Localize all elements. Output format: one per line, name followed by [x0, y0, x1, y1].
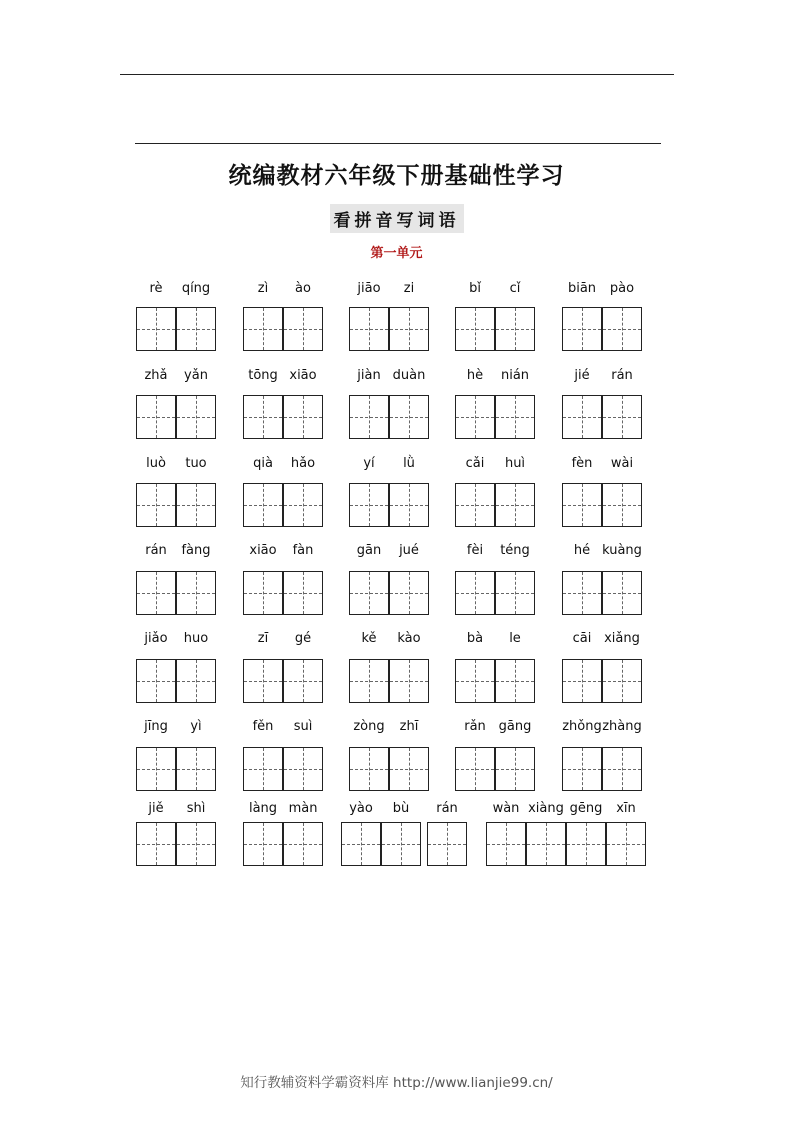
- writing-box[interactable]: [562, 307, 602, 351]
- writing-box[interactable]: [243, 395, 283, 439]
- writing-box[interactable]: [602, 483, 642, 527]
- pinyin-label: duàn: [392, 368, 426, 383]
- pinyin-label: zhǒng: [562, 719, 602, 734]
- writing-box[interactable]: [562, 659, 602, 703]
- pinyin-label: fěn: [252, 719, 274, 734]
- pinyin-label: zhī: [399, 719, 419, 734]
- writing-box[interactable]: [455, 395, 495, 439]
- writing-box[interactable]: [602, 395, 642, 439]
- writing-box[interactable]: [562, 747, 602, 791]
- writing-box[interactable]: [176, 395, 216, 439]
- pinyin-label: gāng: [498, 719, 532, 734]
- writing-box[interactable]: [566, 822, 606, 866]
- writing-box[interactable]: [136, 395, 176, 439]
- writing-box[interactable]: [283, 483, 323, 527]
- pinyin-label: xiàng: [528, 801, 564, 816]
- writing-box[interactable]: [562, 571, 602, 615]
- pinyin-label: lǜ: [403, 456, 415, 471]
- pinyin-label: làng: [248, 801, 278, 816]
- pinyin-label: wài: [610, 456, 634, 471]
- writing-box[interactable]: [136, 822, 176, 866]
- writing-box[interactable]: [136, 747, 176, 791]
- pinyin-label: cāi: [572, 631, 592, 646]
- writing-box[interactable]: [243, 483, 283, 527]
- writing-box[interactable]: [455, 307, 495, 351]
- pinyin-label: biān: [567, 281, 597, 296]
- pinyin-label: ào: [295, 281, 311, 296]
- pinyin-label: fèn: [571, 456, 593, 471]
- pinyin-label: zì: [257, 281, 269, 296]
- pinyin-label: zòng: [353, 719, 385, 734]
- subtitle-wrap: [0, 204, 793, 233]
- pinyin-label: yào: [349, 801, 373, 816]
- writing-box[interactable]: [176, 571, 216, 615]
- pinyin-label: yì: [190, 719, 202, 734]
- writing-box[interactable]: [243, 659, 283, 703]
- pinyin-label: le: [509, 631, 521, 646]
- writing-box[interactable]: [283, 571, 323, 615]
- pinyin-label: fèi: [466, 543, 484, 558]
- pinyin-label: zī: [257, 631, 269, 646]
- writing-box[interactable]: [349, 659, 389, 703]
- pinyin-label: bù: [392, 801, 410, 816]
- writing-box[interactable]: [389, 747, 429, 791]
- writing-box[interactable]: [243, 822, 283, 866]
- writing-box[interactable]: [349, 747, 389, 791]
- writing-box[interactable]: [176, 307, 216, 351]
- pinyin-label: rè: [149, 281, 163, 296]
- pinyin-label: zhàng: [602, 719, 642, 734]
- writing-box[interactable]: [349, 307, 389, 351]
- writing-box[interactable]: [381, 822, 421, 866]
- writing-box[interactable]: [176, 483, 216, 527]
- pinyin-label: cǎi: [465, 456, 485, 471]
- unit-heading: 第一单元: [370, 246, 423, 261]
- pinyin-label: jiě: [148, 801, 164, 816]
- pinyin-label: qià: [253, 456, 273, 471]
- writing-box[interactable]: [495, 571, 535, 615]
- title-rule: [135, 143, 661, 144]
- pinyin-label: hè: [466, 368, 484, 383]
- pinyin-label: hé: [573, 543, 591, 558]
- pinyin-label: bǐ: [469, 281, 481, 296]
- pinyin-label: jiāo: [357, 281, 381, 296]
- footer-watermark: 知行教辅资料学霸资料库 http://www.lianjie99.cn/: [240, 1075, 553, 1091]
- pinyin-label: kě: [361, 631, 377, 646]
- writing-box[interactable]: [455, 747, 495, 791]
- writing-box[interactable]: [602, 659, 642, 703]
- section-subtitle: 看拼音写词语: [330, 204, 464, 233]
- writing-box[interactable]: [283, 307, 323, 351]
- pinyin-label: rán: [145, 543, 167, 558]
- pinyin-label: luò: [146, 456, 166, 471]
- pinyin-label: huo: [183, 631, 209, 646]
- writing-box[interactable]: [389, 307, 429, 351]
- pinyin-label: kuàng: [602, 543, 642, 558]
- writing-box[interactable]: [495, 307, 535, 351]
- writing-box[interactable]: [455, 659, 495, 703]
- writing-box[interactable]: [136, 307, 176, 351]
- pinyin-label: fàng: [181, 543, 211, 558]
- writing-box[interactable]: [606, 822, 646, 866]
- writing-box[interactable]: [389, 659, 429, 703]
- pinyin-label: tuo: [185, 456, 207, 471]
- pinyin-label: zhǎ: [144, 368, 168, 383]
- pinyin-label: rán: [611, 368, 633, 383]
- writing-box[interactable]: [486, 822, 526, 866]
- pinyin-label: jié: [574, 368, 590, 383]
- writing-box[interactable]: [176, 747, 216, 791]
- pinyin-label: yǎn: [184, 368, 208, 383]
- pinyin-label: bà: [466, 631, 484, 646]
- pinyin-label: xiǎng: [604, 631, 640, 646]
- pinyin-label: màn: [288, 801, 318, 816]
- pinyin-label: nián: [500, 368, 530, 383]
- pinyin-label: gēng: [569, 801, 603, 816]
- pinyin-label: yí: [363, 456, 375, 471]
- writing-box[interactable]: [349, 571, 389, 615]
- pinyin-label: pào: [609, 281, 635, 296]
- writing-box[interactable]: [176, 822, 216, 866]
- pinyin-label: hǎo: [290, 456, 316, 471]
- writing-box[interactable]: [349, 395, 389, 439]
- pinyin-label: wàn: [492, 801, 520, 816]
- writing-box[interactable]: [243, 307, 283, 351]
- writing-box[interactable]: [455, 571, 495, 615]
- pinyin-label: suì: [293, 719, 313, 734]
- pinyin-label: cǐ: [509, 281, 521, 296]
- writing-box[interactable]: [283, 822, 323, 866]
- page-title: 统编教材六年级下册基础性学习: [228, 163, 565, 189]
- pinyin-label: huì: [504, 456, 526, 471]
- writing-box[interactable]: [136, 483, 176, 527]
- writing-box[interactable]: [389, 395, 429, 439]
- writing-box[interactable]: [495, 747, 535, 791]
- writing-box[interactable]: [427, 822, 467, 866]
- pinyin-label: tōng: [248, 368, 278, 383]
- writing-box[interactable]: [176, 659, 216, 703]
- pinyin-label: jué: [399, 543, 419, 558]
- pinyin-label: qíng: [181, 281, 211, 296]
- writing-box[interactable]: [283, 747, 323, 791]
- writing-box[interactable]: [495, 483, 535, 527]
- pinyin-label: gé: [294, 631, 312, 646]
- writing-box[interactable]: [562, 483, 602, 527]
- writing-box[interactable]: [389, 483, 429, 527]
- pinyin-label: jiǎo: [144, 631, 168, 646]
- writing-box[interactable]: [349, 483, 389, 527]
- writing-box[interactable]: [602, 747, 642, 791]
- writing-box[interactable]: [136, 659, 176, 703]
- writing-box[interactable]: [455, 483, 495, 527]
- writing-box[interactable]: [243, 747, 283, 791]
- pinyin-label: xīn: [616, 801, 636, 816]
- pinyin-label: shì: [186, 801, 206, 816]
- writing-box[interactable]: [602, 307, 642, 351]
- pinyin-label: xiāo: [249, 543, 277, 558]
- pinyin-label: fàn: [292, 543, 314, 558]
- writing-box[interactable]: [243, 571, 283, 615]
- writing-box[interactable]: [389, 571, 429, 615]
- writing-box[interactable]: [562, 395, 602, 439]
- writing-box[interactable]: [495, 395, 535, 439]
- header-rule: [120, 74, 674, 75]
- writing-box[interactable]: [602, 571, 642, 615]
- pinyin-label: zi: [403, 281, 415, 296]
- writing-box[interactable]: [283, 395, 323, 439]
- pinyin-label: jīng: [144, 719, 168, 734]
- pinyin-label: rán: [436, 801, 458, 816]
- pinyin-label: rǎn: [464, 719, 486, 734]
- writing-box[interactable]: [136, 571, 176, 615]
- writing-box[interactable]: [283, 659, 323, 703]
- pinyin-label: jiàn: [357, 368, 381, 383]
- pinyin-label: kào: [397, 631, 421, 646]
- writing-box[interactable]: [341, 822, 381, 866]
- pinyin-label: xiāo: [289, 368, 317, 383]
- pinyin-label: gān: [356, 543, 382, 558]
- writing-box[interactable]: [495, 659, 535, 703]
- pinyin-label: téng: [500, 543, 530, 558]
- writing-box[interactable]: [526, 822, 566, 866]
